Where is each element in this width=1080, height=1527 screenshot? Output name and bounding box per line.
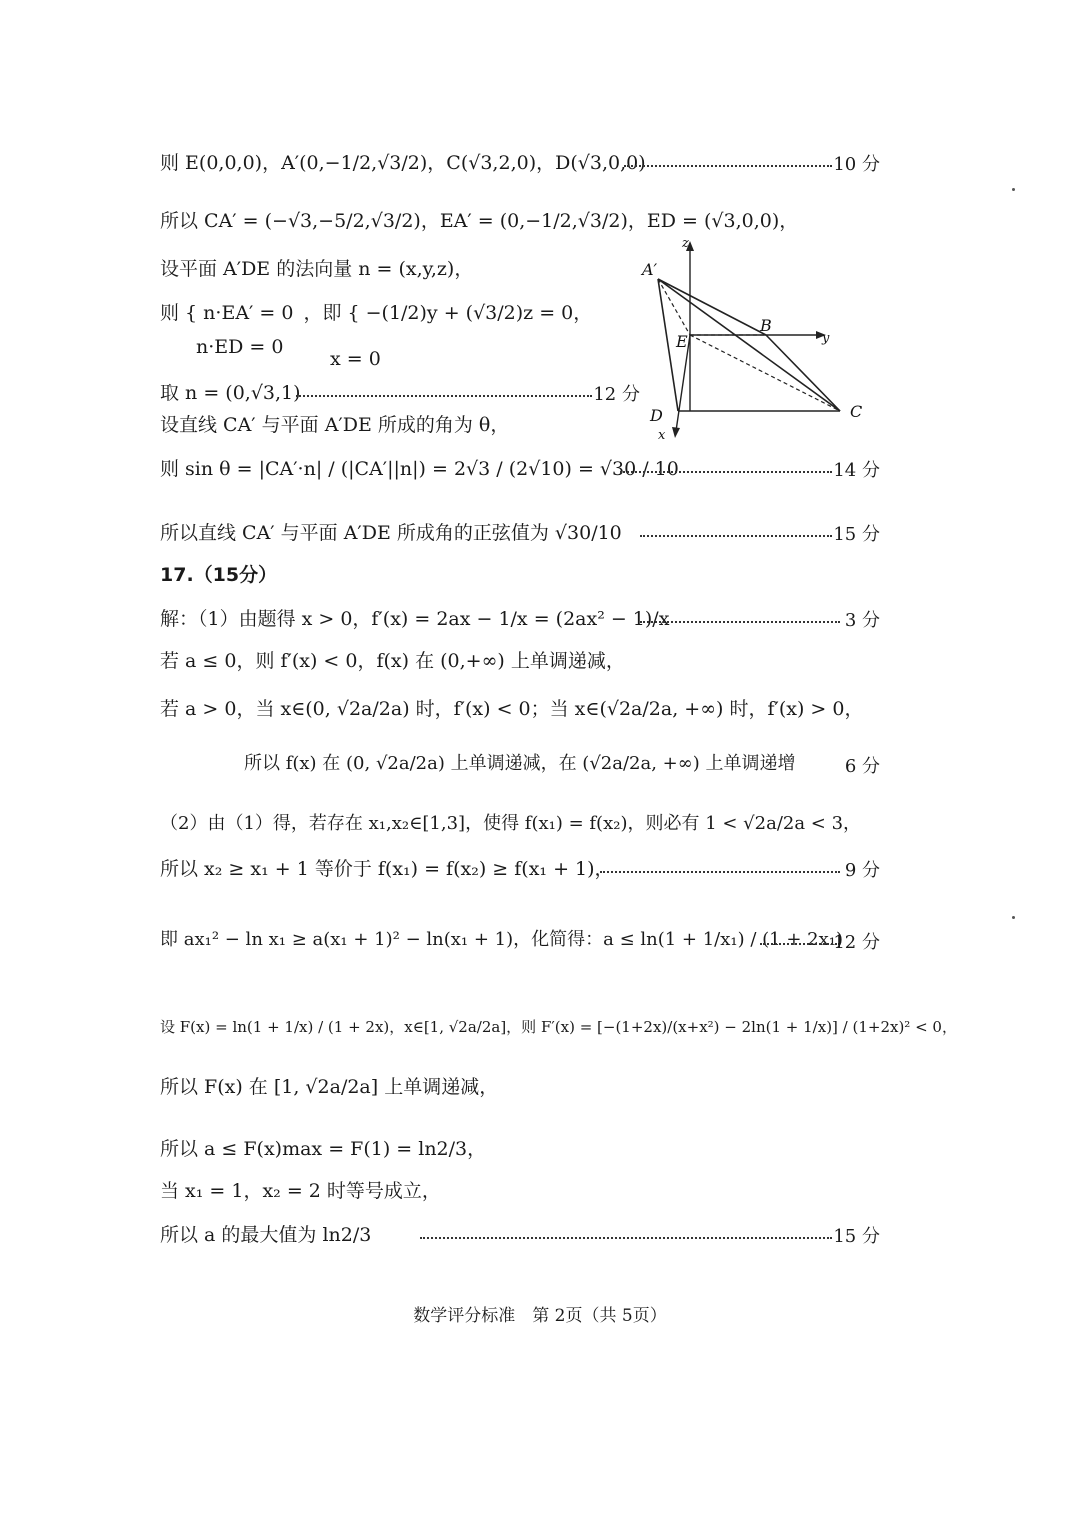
pyramid-diagram	[640, 235, 870, 445]
label-C: C	[850, 402, 863, 421]
normal-vector-line: 设平面 A′DE 的法向量 n = (x,y,z)，	[160, 258, 474, 280]
score-3: 3 分	[844, 610, 880, 631]
score-6: 6 分	[844, 756, 880, 777]
conclusion-16-line: 所以直线 CA′ 与平面 A′DE 所成角的正弦值为 √30/10	[160, 522, 622, 544]
sin-line: 则 sin θ = |CA′·n| / (|CA′||n|) = 2√3 / (2√10) = √30 / 10	[160, 458, 679, 480]
leader-dots	[600, 871, 840, 873]
label-B: B	[760, 316, 772, 335]
leader-dots	[640, 535, 832, 537]
score-14: 14 分	[833, 460, 880, 481]
case-a-nonpositive-line: 若 a ≤ 0，则 f′(x) < 0，f(x) 在 (0,+∞) 上单调递减，	[160, 650, 625, 672]
leader-dots	[760, 943, 840, 945]
define-F-line: 设 F(x) = ln(1 + 1/x) / (1 + 2x)，x∈[1, √2a/2a]，则 F′(x) = [−(1+2x)/(x+x²) − 2ln(1 + 1/x)] / (1+2x)² < 0，	[160, 1018, 957, 1036]
case-a-positive-line: 若 a > 0，当 x∈(0, √2a/2a) 时，f′(x) < 0；当 x∈(√2a/2a, +∞) 时，f′(x) > 0，	[160, 698, 864, 720]
vectors-line: 所以 CA′ = (−√3,−5/2,√3/2)，EA′ = (0,−1/2,√3/2)，ED = (√3,0,0)，	[160, 210, 799, 232]
leader-dots	[296, 395, 592, 397]
F-decreasing-line: 所以 F(x) 在 [1, √2a/2a] 上单调递减，	[160, 1076, 499, 1098]
final-answer-line: 所以 a 的最大值为 ln2/3	[160, 1224, 372, 1246]
equivalence-line: 所以 x₂ ≥ x₁ + 1 等价于 f(x₁) = f(x₂) ≥ f(x₁ + 1)，	[160, 858, 614, 880]
simplify-line: 即 ax₁² − ln x₁ ≥ a(x₁ + 1)² − ln(x₁ + 1)，化简得：a ≤ ln(1 + 1/x₁) / (1 + 2x₁)	[160, 929, 843, 950]
part2-line: （2）由（1）得，若存在 x₁,x₂∈[1,3]，使得 f(x₁) = f(x₂)，则必有 1 < √2a/2a < 3，	[160, 813, 862, 834]
label-A: A′	[642, 260, 658, 279]
angle-line: 设直线 CA′ 与平面 A′DE 所成的角为 θ，	[160, 414, 510, 436]
leader-dots	[420, 1237, 832, 1239]
label-z: z	[682, 236, 689, 251]
label-x: x	[658, 428, 666, 443]
system-line-2: n·ED = 0	[196, 336, 284, 358]
coordinates-line: 则 E(0,0,0)，A′(0,−1/2,√3/2)，C(√3,2,0)，D(√3,0,0)	[160, 152, 646, 174]
score-9: 9 分	[844, 860, 880, 881]
score-15b: 15 分	[833, 1226, 880, 1247]
question-17-title: 17.（15分）	[160, 564, 278, 586]
leader-dots	[620, 471, 832, 473]
take-n-line: 取 n = (0,√3,1)	[160, 382, 301, 404]
label-D: D	[650, 406, 663, 425]
scan-speck	[1012, 916, 1015, 919]
leader-dots	[624, 165, 832, 167]
score-12b: 12 分	[833, 932, 880, 953]
label-E: E	[676, 332, 688, 351]
system-line-1: 则 { n·EA′ = 0 ，即 { −(1/2)y + (√3/2)z = 0，	[160, 302, 593, 324]
monotonic-line: 所以 f(x) 在 (0, √2a/2a) 上单调递减，在 (√2a/2a, +∞) 上单调递增	[244, 753, 796, 774]
page-footer: 数学评分标准 第 2页（共 5页）	[413, 1306, 667, 1326]
scan-speck	[1012, 188, 1015, 191]
solution-1-line: 解：（1）由题得 x > 0，f′(x) = 2ax − 1/x = (2ax² − 1)/x	[160, 608, 670, 630]
score-15a: 15 分	[833, 524, 880, 545]
score-10: 10 分	[833, 154, 880, 175]
system-line-3: x = 0	[330, 348, 381, 370]
label-y: y	[822, 331, 830, 346]
equality-line: 当 x₁ = 1，x₂ = 2 时等号成立，	[160, 1180, 441, 1202]
score-12a: 12 分	[593, 384, 640, 405]
max-line: 所以 a ≤ F(x)max = F(1) = ln2/3，	[160, 1138, 487, 1160]
leader-dots	[640, 621, 840, 623]
